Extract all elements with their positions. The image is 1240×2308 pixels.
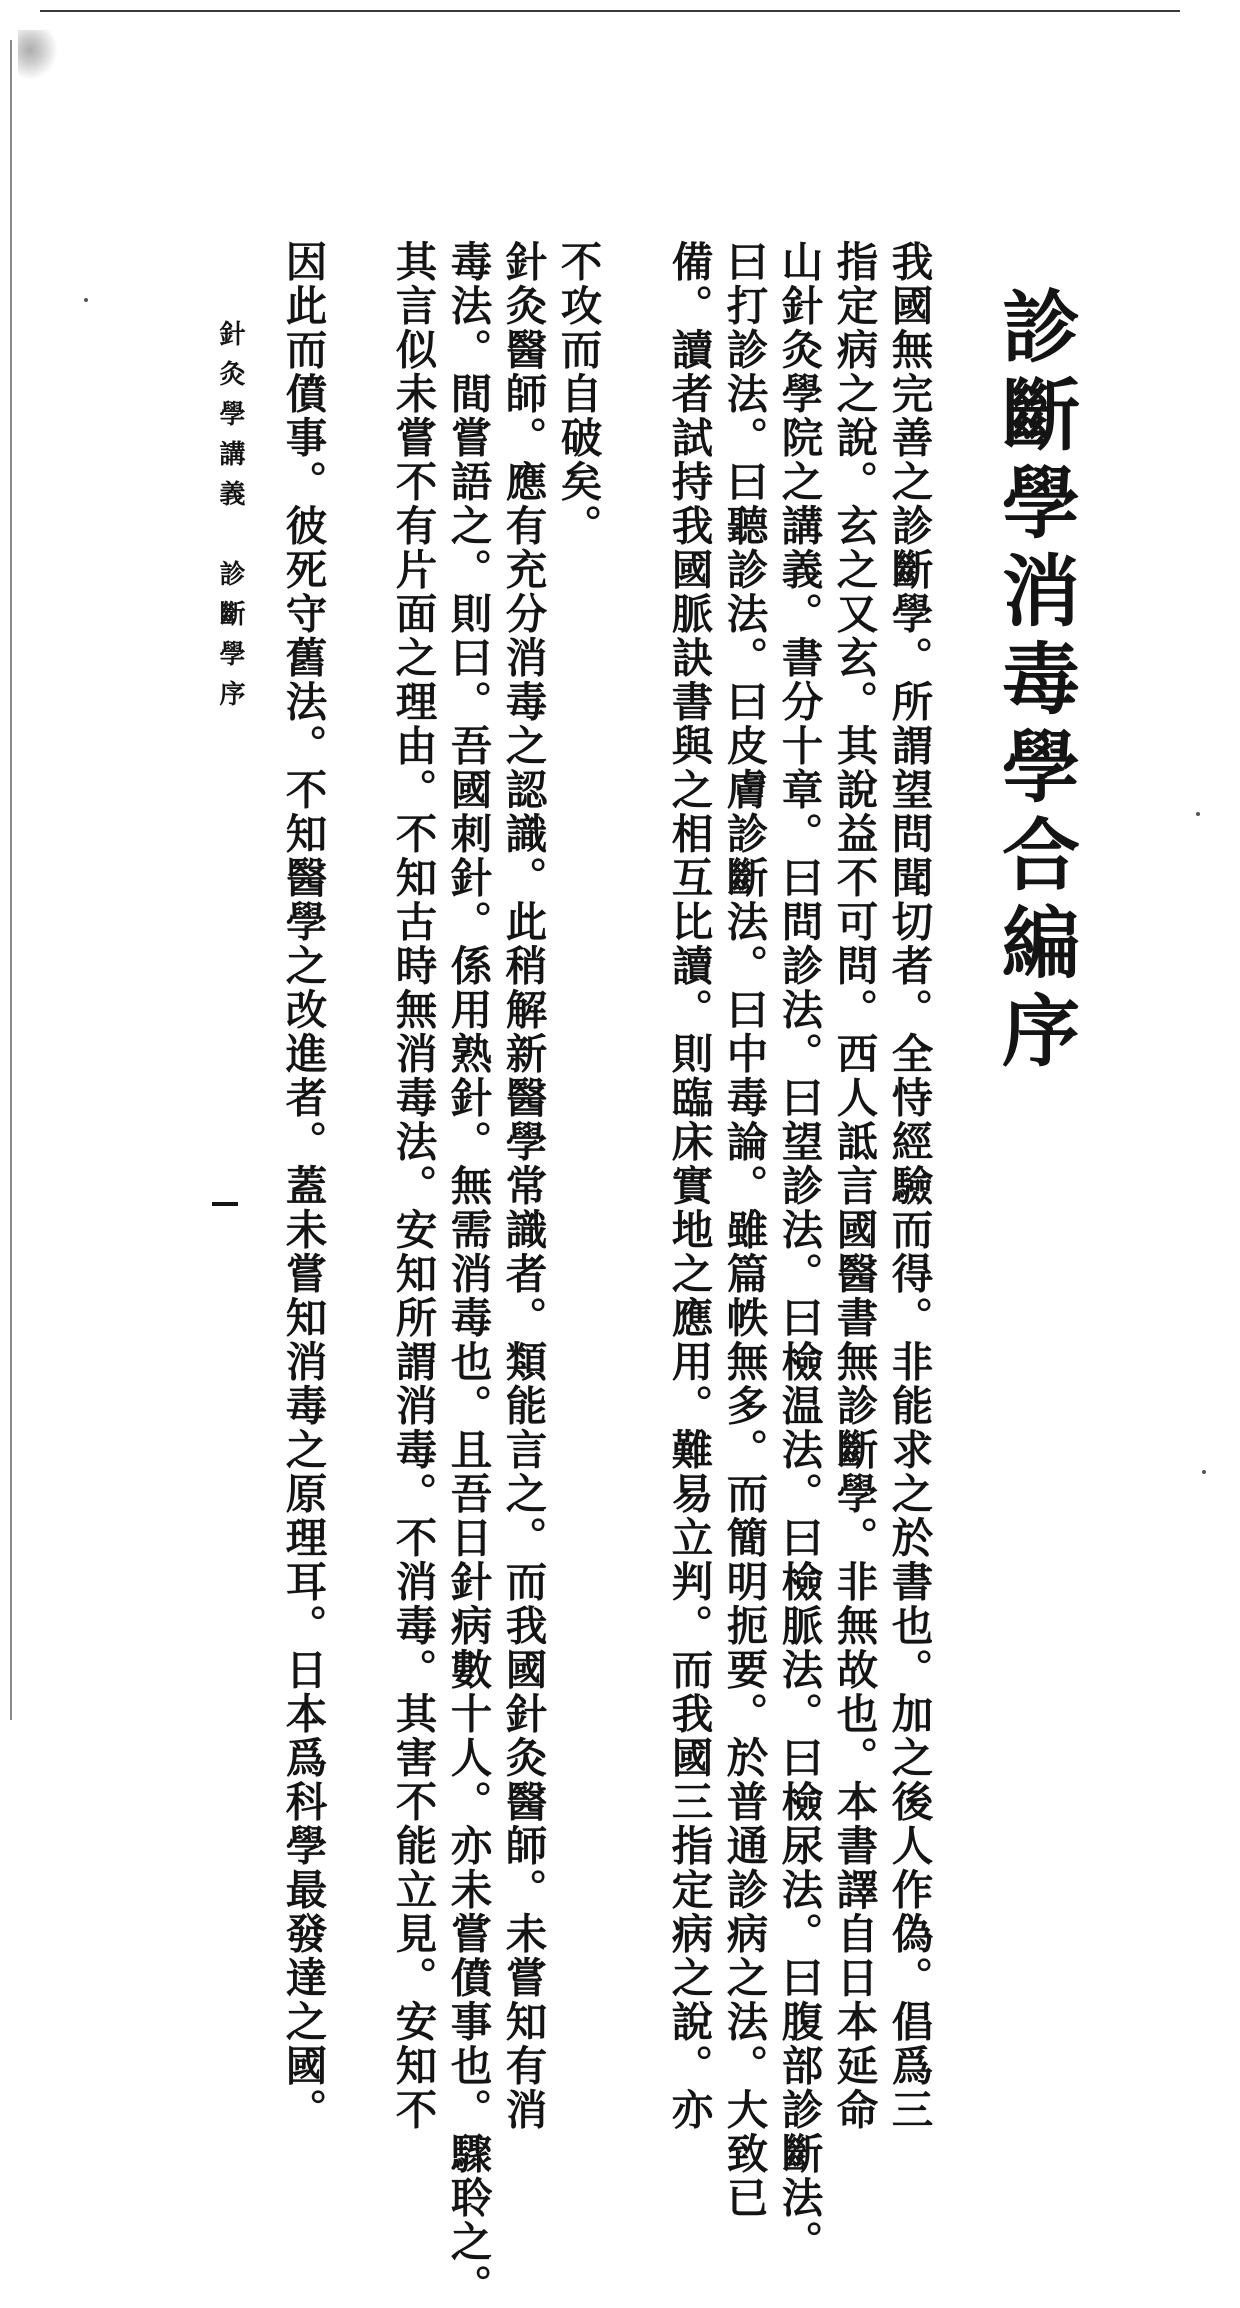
page-number <box>212 1202 238 1206</box>
footer-book-title: 針灸學講義 <box>215 320 245 520</box>
text-column: 不攻而自破矣。 <box>553 240 603 548</box>
text-column: 其言似未嘗不有片面之理由。不知古時無消毒法。安知所謂消毒。不消毒。其害不能立見。安知不 <box>388 240 438 2132</box>
text-column: 毒法。間嘗語之。則曰。吾國刺針。係用熟針。無需消毒也。且吾日針病數十人。亦未嘗僨事也。驟聆之。 <box>443 240 493 2308</box>
text-column: 針灸醫師。應有充分消毒之認識。此稍解新醫學常識者。類能言之。而我國針灸醫師。未嘗知有消 <box>498 240 548 2132</box>
page-title: 診斷學消毒學合編序 <box>989 286 1080 1078</box>
ink-speck <box>84 298 88 302</box>
page-top-edge <box>40 10 1180 12</box>
text-column: 備。讀者試持我國脈訣書與之相互比讀。則臨床實地之應用。難易立判。而我國三指定病之說。亦 <box>664 240 714 2132</box>
page-left-edge <box>10 40 12 1720</box>
corner-smudge <box>18 30 58 80</box>
text-column: 曰打診法。曰聽診法。曰皮膚診斷法。曰中毒論。雖篇帙無多。而簡明扼要。於普通診病之法。大致已 <box>719 240 769 2220</box>
ink-speck <box>1196 812 1200 816</box>
text-column: 因此而僨事。彼死守舊法。不知醫學之改進者。蓋未嘗知消毒之原理耳。日本爲科學最發達之國。 <box>278 240 328 2132</box>
text-column: 山針灸學院之講義。書分十章。曰問診法。曰望診法。曰檢温法。曰檢脈法。曰檢尿法。曰腹部診斷法。 <box>774 240 824 2264</box>
text-column: 指定病之說。玄之又玄。其說益不可問。西人詆言國醫書無診斷學。非無故也。本書譯自日本延命 <box>829 240 879 2132</box>
text-column: 我國無完善之診斷學。所謂望問聞切者。全恃經驗而得。非能求之於書也。加之後人作偽。倡爲三 <box>884 240 934 2132</box>
footer-section: 診斷學序 <box>215 560 245 720</box>
ink-speck <box>1202 1470 1206 1474</box>
running-footer <box>212 320 249 720</box>
